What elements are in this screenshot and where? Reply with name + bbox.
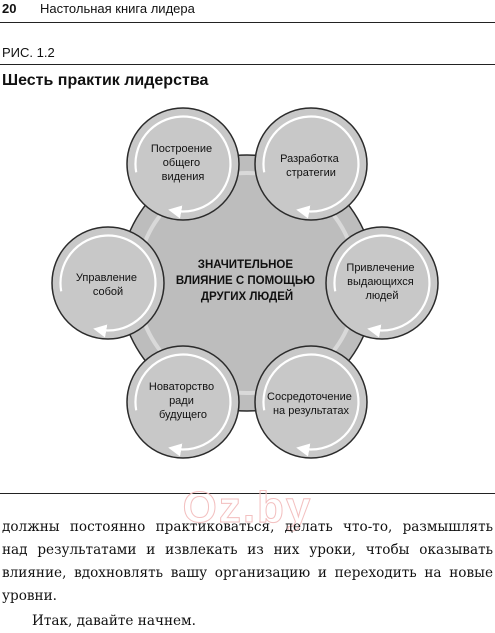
node-talent-line-2: выдающихся xyxy=(347,276,414,288)
center-line-3: ДРУГИХ ЛЮДЕЙ xyxy=(200,291,294,303)
page-number: 20 xyxy=(2,1,17,16)
node-innovation-line-3: будущего xyxy=(158,409,208,421)
center-line-1: ЗНАЧИТЕЛЬНОЕ xyxy=(197,259,294,271)
node-talent-line-1: Привлечение xyxy=(346,262,415,274)
node-strategy-line-1: Разработка xyxy=(280,153,339,165)
figure-label: РИС. 1.2 xyxy=(2,45,55,60)
node-innovation xyxy=(127,346,239,458)
watermark: Oz.by xyxy=(182,483,313,532)
node-results-line-2: на результатах xyxy=(272,405,350,417)
node-vision-line-3: видения xyxy=(161,171,205,183)
figure-title: Шесть практик лидерства xyxy=(2,72,209,89)
center-line-2: ВЛИЯНИЕ С ПОМОЩЬЮ xyxy=(175,275,315,287)
body-text xyxy=(2,516,493,633)
node-talent xyxy=(326,227,438,339)
paragraph-2: Итак, давайте начнем. xyxy=(32,613,196,629)
six-practices-diagram xyxy=(0,100,495,485)
node-self xyxy=(52,227,164,339)
node-innovation-line-1: Новаторство xyxy=(148,381,215,393)
node-innovation-line-2: ради xyxy=(169,395,194,407)
figure-rule xyxy=(0,64,495,65)
node-results-line-1: Сосредоточение xyxy=(267,391,352,403)
node-self-line-2: собой xyxy=(92,286,124,298)
node-self-line-1: Управление xyxy=(75,272,138,284)
node-strategy xyxy=(255,108,367,220)
paragraph-1: должны постоянно практиковаться, делать что-то, размышлять над результатами и извлекать из них уроки, чтобы оказывать влияние, вдохновлять вашу организацию и переходить на новые уровни. xyxy=(2,519,493,604)
node-strategy-line-2: стратегии xyxy=(286,167,336,179)
node-vision-line-2: общего xyxy=(162,157,201,169)
node-vision xyxy=(127,108,239,220)
node-vision-line-1: Построение xyxy=(150,143,213,155)
node-talent-line-3: людей xyxy=(365,290,399,302)
running-title: Настольная книга лидера xyxy=(40,1,195,16)
node-results xyxy=(255,346,367,458)
page-header xyxy=(0,0,495,23)
